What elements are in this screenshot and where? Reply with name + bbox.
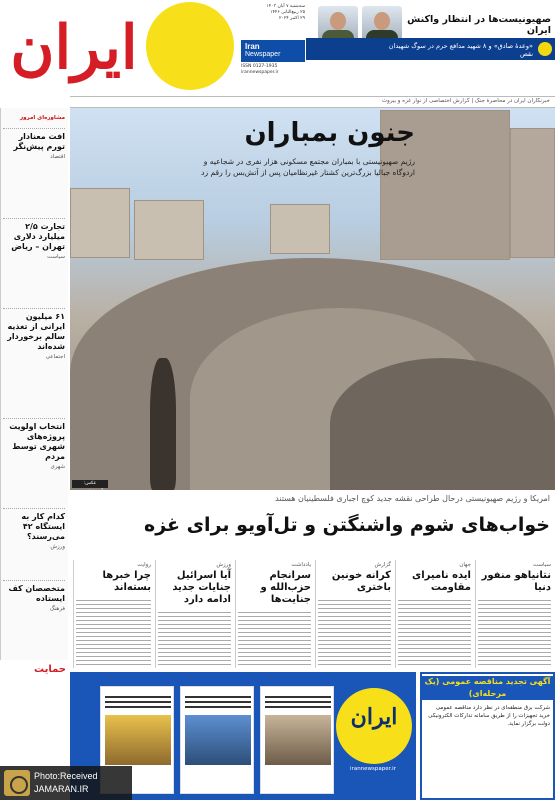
lead-kicker: امریکا و رژیم صهیونیستی درحال طراحی نقشه جدید کوچ اجباری فلسطینیان هستند	[275, 494, 550, 503]
hero-headline[interactable]: جنون بمباران	[244, 118, 415, 148]
news-column[interactable]	[315, 560, 393, 668]
sidebar-header-label: مشاوره‌ای امروز	[19, 115, 65, 121]
tender-ad-text: شرکت برق منطقه‌ای در نظر دارد مناقصه عمومی خرید تجهیزات را از طریق سامانه تدارکات الکترونیکی دولت برگزار نماید.	[428, 705, 550, 727]
sidebar-item[interactable]	[3, 128, 65, 160]
sidebar-item-tag: اجتماعی	[45, 354, 65, 360]
date-info	[241, 4, 305, 38]
column-body	[76, 597, 151, 667]
news-column[interactable]	[73, 560, 153, 668]
sidebar-item[interactable]	[3, 580, 65, 612]
column-title[interactable]: سرانجام حزب‌الله و جنایت‌ها	[260, 570, 311, 605]
sidebar-header	[3, 112, 65, 121]
column-tag: روایت	[137, 562, 151, 568]
sidebar-item[interactable]	[3, 308, 65, 360]
sidebar-item-tag: سیاست	[47, 254, 65, 260]
newspaper-thumbnail	[180, 686, 254, 794]
sidebar-item-title[interactable]: ۶۱ میلیون ایرانی از تغذیه سالم برخوردار شده‌اند	[7, 312, 65, 351]
sidebar-item-title[interactable]: افت معنادار تورم پیش‌نگر	[13, 132, 65, 151]
sidebar-item-title[interactable]: متخصصان کف ایستاده	[8, 584, 65, 603]
column-title[interactable]: ایده نامیرای مقاومت	[412, 570, 471, 593]
hero-subhead: رژیم صهیونیستی با بمباران مجتمع مسکونی هزار نفری در شجاعیه و اردوگاه جبالیا بزرگ‌ترین کشتار غیرنظامیان پس از آتش‌بس را رقم زد	[201, 157, 415, 177]
building-shape	[270, 204, 330, 254]
watermark-line: JAMARAN.IR	[34, 784, 89, 794]
site-url[interactable]: irannewspaper.ir	[241, 70, 279, 75]
column-body	[398, 597, 471, 667]
bullet-icon	[538, 42, 552, 56]
rubble-shape	[330, 358, 555, 490]
column-tag: سیاست	[533, 562, 551, 568]
jamaran-logo-icon	[4, 770, 30, 796]
column-body	[158, 609, 231, 668]
issue-info	[241, 64, 305, 92]
building-shape	[70, 188, 130, 258]
sidebar-item-title[interactable]: کدام کار به ایستگاه ۴۲ می‌رسند؟	[21, 512, 65, 541]
issue-number: ISSN 0127-1935	[241, 64, 278, 69]
column-tag: ورزش	[216, 562, 231, 568]
top-story-band-text[interactable]: «وعدهٔ صادق» و ۸ شهید مدافع حرم در سوگ شهیدان نقص	[388, 42, 533, 58]
date-line: ۲۹ اکتبر ۲۰۲۴	[279, 16, 305, 21]
news-column[interactable]	[475, 560, 553, 668]
sidebar-item-title[interactable]: تجارت ۲/۵ میلیارد دلاری تهران – ریاض	[11, 222, 65, 251]
header-strip-text: خبرنگاران ایران در محاصرهٔ جنگ | گزارش اختصاصی از نوار غزه و بیروت	[382, 98, 550, 104]
brand-badge	[241, 40, 305, 62]
sidebar-item-tag: شهری	[50, 464, 65, 470]
column-tag: گزارش	[374, 562, 391, 568]
watermark-line: Photo:Received	[34, 771, 98, 781]
column-tag: یادداشت	[291, 562, 311, 568]
date-line: ۲۵ ربیع‌الثانی ۱۴۴۶	[270, 10, 305, 15]
ad-url[interactable]: irannewspaper.ir	[350, 766, 396, 772]
column-title[interactable]: آیا اسرائیل جنایات جدید ادامه دارد	[172, 570, 231, 605]
top-story-title[interactable]: صهیونیست‌ها در انتظار واکنش ایران	[407, 14, 551, 36]
sidebar-item[interactable]	[3, 508, 65, 550]
column-body	[238, 609, 311, 668]
sidebar-item-tag: اقتصاد	[50, 154, 65, 160]
sidebar-item[interactable]	[3, 418, 65, 470]
sidebar-item-tag: ورزش	[50, 544, 65, 550]
news-column[interactable]	[235, 560, 313, 668]
building-shape	[134, 200, 204, 260]
tender-ad-title: آگهی تجدید مناقصه عمومی (یک مرحله‌ای)	[422, 676, 553, 700]
brand-subname: Newspaper	[245, 51, 281, 58]
building-shape	[510, 128, 555, 258]
column-tag: جهان	[459, 562, 471, 568]
column-title[interactable]: کرانه خونین باختری	[331, 570, 391, 593]
sun-logo-icon	[146, 2, 234, 90]
column-body	[478, 597, 551, 667]
shadow-shape	[150, 358, 176, 490]
photo-credit: عکس: آسوشیتدپرس	[72, 480, 108, 488]
hemayat-label: حمایت	[33, 664, 66, 675]
brand-name: Iran	[245, 42, 260, 51]
newspaper-logo: ایران	[10, 13, 138, 83]
column-title[interactable]: نتانیاهو منفور دنیا	[481, 570, 551, 593]
ad-logo: ایران	[350, 704, 398, 730]
lead-headline[interactable]: خواب‌های شوم واشنگتن و تل‌آویو برای غزه	[144, 514, 550, 536]
sidebar-item-tag: فرهنگ	[49, 606, 65, 612]
column-body	[318, 597, 391, 667]
date-line: سه‌شنبه ۷ آبان ۱۴۰۳	[266, 4, 305, 9]
sidebar	[0, 108, 68, 660]
news-column[interactable]	[155, 560, 233, 668]
newspaper-thumbnail	[260, 686, 334, 794]
sidebar-item[interactable]	[3, 218, 65, 260]
column-title[interactable]: چرا خبرها بسته‌اند	[102, 570, 151, 593]
sidebar-item-title[interactable]: انتخاب اولویت پروژه‌های شهری توسط مردم	[9, 422, 65, 461]
news-column[interactable]	[395, 560, 473, 668]
